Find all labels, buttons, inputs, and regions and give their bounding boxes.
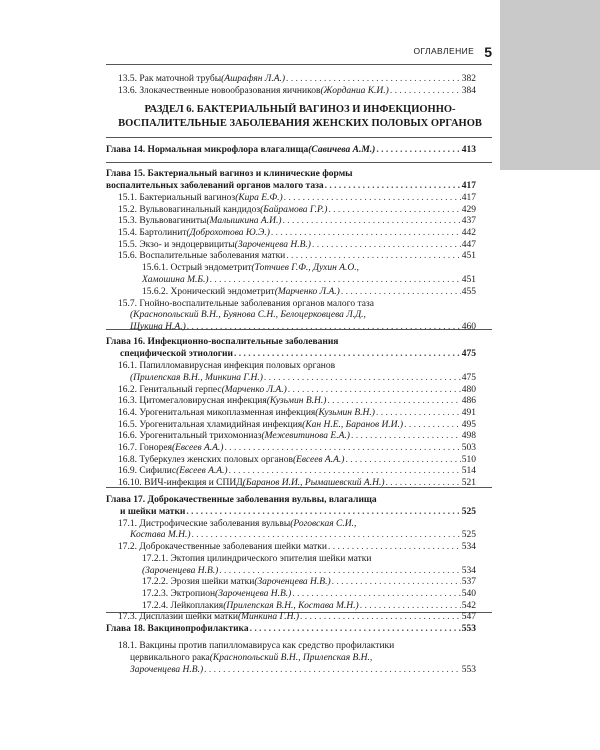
toc-page-number: 417 [461, 181, 476, 191]
toc-entry-author: (Баранов И.И., Рымашевский А.Н.) [242, 478, 385, 488]
toc-entry [0, 612, 600, 623]
toc-entry-title: 18.1. Вакцины против папилломавируса как средство профилактики [118, 641, 395, 651]
toc-entry [0, 228, 600, 239]
toc-page-number: 447 [461, 240, 476, 250]
toc-chapter-entry [0, 337, 600, 348]
leader-dots [327, 396, 460, 407]
leader-dots [300, 612, 461, 623]
toc-entry [0, 443, 600, 454]
toc-entry [0, 554, 600, 565]
toc-entry-author: (Марченко Л.А.) [221, 385, 287, 395]
toc-entry-title: 15.2. Вульвовагинальный кандидоз [118, 205, 261, 215]
toc-entry-title: Глава 17. Доброкачественные заболевания вульвы, влагалища [106, 495, 377, 505]
toc-entry-author: (Евсеев А.А.) [292, 455, 345, 465]
toc-page-number: 510 [461, 455, 476, 465]
toc-entry [0, 542, 600, 553]
leader-dots [264, 373, 461, 384]
toc-entry-title: Глава 16. Инфекционно-воспалительные заболевания [106, 337, 339, 347]
running-header [400, 44, 492, 62]
leader-dots [224, 443, 460, 454]
toc-entry-title: и шейки матки [120, 507, 186, 517]
toc-entry [0, 310, 600, 321]
toc-entry [0, 322, 600, 333]
leader-dots [385, 478, 460, 489]
leader-dots [328, 542, 461, 553]
toc-entry-author: Щукина Н.А.) [130, 322, 186, 332]
toc-entry-author: (Зароченцева Н.В.) [215, 589, 292, 599]
toc-entry [0, 420, 600, 431]
toc-entry-title: 15.6.2. Хронический эндометрит [142, 287, 275, 297]
toc-page-number: 480 [461, 385, 476, 395]
toc-entry-title: цервикального рака [130, 653, 210, 663]
toc-entry-author: (Зароченцева Н.В.) [142, 566, 219, 576]
section-title-line2: ВОСПАЛИТЕЛЬНЫЕ ЗАБОЛЕВАНИЯ ЖЕНСКИХ ПОЛОВЫХ ОРГАНОВ [118, 118, 482, 129]
toc-entry-title: 15.6.1. Острый эндометрит [142, 263, 252, 273]
toc-entry-title: 16.6. Урогенитальный трихомониаз [118, 431, 262, 441]
toc-entry [0, 653, 600, 664]
header-title: ОГЛАВЛЕНИЕ [413, 46, 475, 56]
toc-entry-title: 16.7. Гонорея [118, 443, 172, 453]
page-number: 5 [484, 44, 492, 60]
toc-page-number: 442 [461, 228, 476, 238]
leader-dots [360, 601, 461, 612]
toc-entry-title: 16.3. Цитомегаловирусная инфекция [118, 396, 267, 406]
toc-page-number: 417 [461, 193, 476, 203]
toc-entry-author: (Жорданиа К.И.) [320, 86, 389, 96]
leader-dots [341, 287, 461, 298]
leader-dots [250, 624, 461, 635]
toc-entry-title: 15.4. Бартолинит [118, 228, 187, 238]
toc-page-number: 429 [461, 205, 476, 215]
toc-entry-title: 17.2.4. Лейкоплакия [142, 601, 224, 611]
section-title-line1: РАЗДЕЛ 6. БАКТЕРИАЛЬНЫЙ ВАГИНОЗ И ИНФЕКЦИОННО- [144, 104, 456, 115]
toc-entry [0, 396, 600, 407]
toc-entry-author: Зароченцева Н.В.) [130, 665, 204, 675]
toc-entry-author: (Кузьмин В.Н.) [315, 408, 375, 418]
leader-dots [312, 240, 461, 251]
toc-page-number: 451 [461, 275, 476, 285]
toc-entry-author: (Малышкина А.И.) [206, 216, 282, 226]
toc-entry-author: (Роговская С.И., [290, 519, 357, 529]
toc-page-number: 525 [461, 507, 476, 517]
leader-dots [286, 74, 461, 85]
toc-entry-author: (Марченко Л.А.) [274, 287, 340, 297]
leader-dots [187, 322, 461, 333]
toc-entry [0, 665, 600, 676]
toc-entry [0, 641, 600, 652]
leader-dots [376, 145, 460, 156]
toc-page-number: 475 [461, 373, 476, 383]
toc-entry-title: 13.5. Рак маточной трубы [118, 74, 222, 84]
toc-entry-author: (Прилепская В.Н., Костава М.Н.) [223, 601, 359, 611]
toc-entry-title: 17.2. Доброкачественные заболевания шейки матки [118, 542, 327, 552]
toc-entry-title: Глава 15. Бактериальный вагиноз и клинические формы [106, 169, 353, 179]
toc-page-number: 537 [461, 577, 476, 587]
toc-entry-title: 17.2.2. Эрозия шейки матки [142, 577, 255, 587]
leader-dots [390, 86, 461, 97]
toc-page-number: 475 [461, 349, 476, 359]
toc-page-number: 534 [461, 542, 476, 552]
toc-entry [0, 275, 600, 286]
toc-entry [0, 601, 600, 612]
toc-entry [0, 408, 600, 419]
toc-entry-author: (Краснопольский В.Н., Прилепская В.Н., [209, 653, 373, 663]
toc-chapter-entry [0, 145, 600, 156]
toc-entry [0, 299, 600, 310]
toc-entry-title: Глава 14. Нормальная микрофлора влагалища [106, 145, 309, 155]
toc-entry [0, 287, 600, 298]
leader-dots [271, 228, 461, 239]
toc-entry [0, 373, 600, 384]
toc-entry-title: 17.2.1. Эктопия цилиндрического эпителия шейки матки [142, 554, 372, 564]
toc-page-number: 521 [461, 478, 476, 488]
toc-entry-title: специфической этиологии [120, 349, 233, 359]
toc-entry [0, 205, 600, 216]
toc-entry [0, 193, 600, 204]
toc-entry-title: 16.2. Генитальный герпес [118, 385, 222, 395]
toc-entry-author: (Зароченцева Н.В.) [234, 240, 311, 250]
toc-page-number: 547 [461, 612, 476, 622]
toc-page-number: 514 [461, 466, 476, 476]
toc-entry-author: (Прилепская В.Н., Минкина Г.Н.) [130, 373, 263, 383]
toc-entry [0, 251, 600, 262]
toc-page-number: 534 [461, 566, 476, 576]
toc-entry-author: (Евсеев А.А.) [176, 466, 228, 476]
divider [106, 137, 492, 138]
toc-entry-author: (Кан Н.Е., Баранов И.И.) [302, 420, 404, 430]
toc-entry-author: (Доброхотова Ю.Э.) [186, 228, 270, 238]
toc-entry-author: Хамошина М.Б.) [142, 275, 209, 285]
leader-dots [284, 193, 461, 204]
leader-dots [234, 349, 461, 360]
toc-entry-title: Глава 18. Вакцинопрофилактика [106, 624, 249, 634]
toc-entry-author: (Зароченцева Н.В.) [254, 577, 331, 587]
leader-dots [351, 431, 461, 442]
toc-chapter-entry [0, 181, 600, 192]
toc-page-number: 495 [461, 420, 476, 430]
toc-entry-title: воспалительных заболеваний органов малого таза [106, 181, 324, 191]
leader-dots [229, 466, 461, 477]
toc-entry [0, 431, 600, 442]
toc-page-number: 460 [461, 322, 476, 332]
toc-chapter-entry [0, 624, 600, 635]
toc-page-number: 553 [461, 624, 476, 634]
leader-dots [325, 181, 461, 192]
toc-entry-title: 13.6. Злокачественные новообразования яичников [118, 86, 321, 96]
toc-entry [0, 240, 600, 251]
toc-page-number: 503 [461, 443, 476, 453]
leader-dots [332, 577, 461, 588]
toc-entry-author: (Байрамова Г.Р.) [260, 205, 328, 215]
toc-chapter-entry [0, 169, 600, 180]
toc-entry [0, 530, 600, 541]
toc-entry-title: 15.1. Бактериальный вагиноз [118, 193, 236, 203]
toc-entry [0, 589, 600, 600]
leader-dots [192, 530, 461, 541]
leader-dots [376, 408, 461, 419]
toc-entry-author: (Кузьмин В.Н.) [266, 396, 327, 406]
toc-entry-title: 17.2.3. Эктропион [142, 589, 216, 599]
leader-dots [292, 589, 460, 600]
toc-entry-author: (Краснопольский В.Н., Буянова С.Н., Белоцерковцева Л.Д., [130, 310, 366, 320]
toc-entry-author: (Минкина Г.Н.) [237, 612, 299, 622]
toc-entry-author: (Межевитинова Е.А.) [261, 431, 350, 441]
toc-entry-title: 15.5. Экзо- и эндоцервициты [118, 240, 235, 250]
toc-page-number: 525 [461, 530, 476, 540]
toc-entry [0, 263, 600, 274]
leader-dots [204, 665, 461, 676]
toc-entry-author: (Тотчиев Г.Ф., Духин А.О., [251, 263, 360, 273]
leader-dots [186, 507, 460, 518]
toc-entry-title: 16.8. Туберкулез женских половых органов [118, 455, 293, 465]
toc-page-number: 553 [461, 665, 476, 675]
toc-page-number: 413 [461, 145, 476, 155]
toc-entry [0, 361, 600, 372]
toc-entry [0, 216, 600, 227]
toc-entry-title: 16.4. Урогенитальная микоплазменная инфекция [118, 408, 316, 418]
toc-page-number: 542 [461, 601, 476, 611]
toc-chapter-entry [0, 349, 600, 360]
toc-chapter-entry [0, 495, 600, 506]
toc-entry [0, 478, 600, 489]
toc-page-number: 455 [461, 287, 476, 297]
leader-dots [286, 251, 460, 262]
toc-entry [0, 74, 600, 85]
toc-chapter-entry [0, 507, 600, 518]
toc-entry [0, 577, 600, 588]
toc-entry-author: (Евсеев А.А.) [171, 443, 224, 453]
toc-entry-title: 16.9. Сифилис [118, 466, 177, 476]
toc-entry-author: Костава М.Н.) [130, 530, 191, 540]
toc-page-number: 486 [461, 396, 476, 406]
toc-entry [0, 86, 600, 97]
toc-entry [0, 519, 600, 530]
toc-entry-title: 16.10. ВИЧ-инфекция и СПИД [118, 478, 243, 488]
toc-entry-title: 16.1. Папилломавирусная инфекция половых органов [118, 361, 336, 371]
toc-entry-title: 17.1. Дистрофические заболевания вульвы [118, 519, 291, 529]
toc-entry-title: 15.3. Вульвовагиниты [118, 216, 207, 226]
toc-entry-title: 17.3. Дисплазии шейки матки [118, 612, 238, 622]
toc-entry [0, 385, 600, 396]
toc-entry-title: 15.7. Гнойно-воспалительные заболевания органов малого таза [118, 299, 374, 309]
toc-entry-author: (Савичева А.М.) [308, 145, 376, 155]
toc-page-number: 382 [461, 74, 476, 84]
toc-page-number: 540 [461, 589, 476, 599]
leader-dots [345, 455, 460, 466]
toc-entry [0, 566, 600, 577]
toc-page-number: 437 [461, 216, 476, 226]
toc-page-number: 451 [461, 251, 476, 261]
toc-page-number: 498 [461, 431, 476, 441]
leader-dots [219, 566, 460, 577]
toc-entry-title: 16.5. Урогенитальная хламидийная инфекция [118, 420, 303, 430]
toc-entry-author: (Кира Е.Ф.) [235, 193, 283, 203]
toc-entry-title: 15.6. Воспалительные заболевания матки [118, 251, 286, 261]
leader-dots [288, 385, 461, 396]
toc-page-number: 384 [461, 86, 476, 96]
toc-entry-author: (Ашрафян Л.А.) [221, 74, 286, 84]
header-rule [106, 64, 492, 65]
toc-page-number: 491 [461, 408, 476, 418]
leader-dots [210, 275, 461, 286]
leader-dots [283, 216, 461, 227]
toc-entry [0, 455, 600, 466]
divider [106, 162, 492, 163]
leader-dots [328, 205, 460, 216]
toc-entry [0, 466, 600, 477]
leader-dots [404, 420, 461, 431]
